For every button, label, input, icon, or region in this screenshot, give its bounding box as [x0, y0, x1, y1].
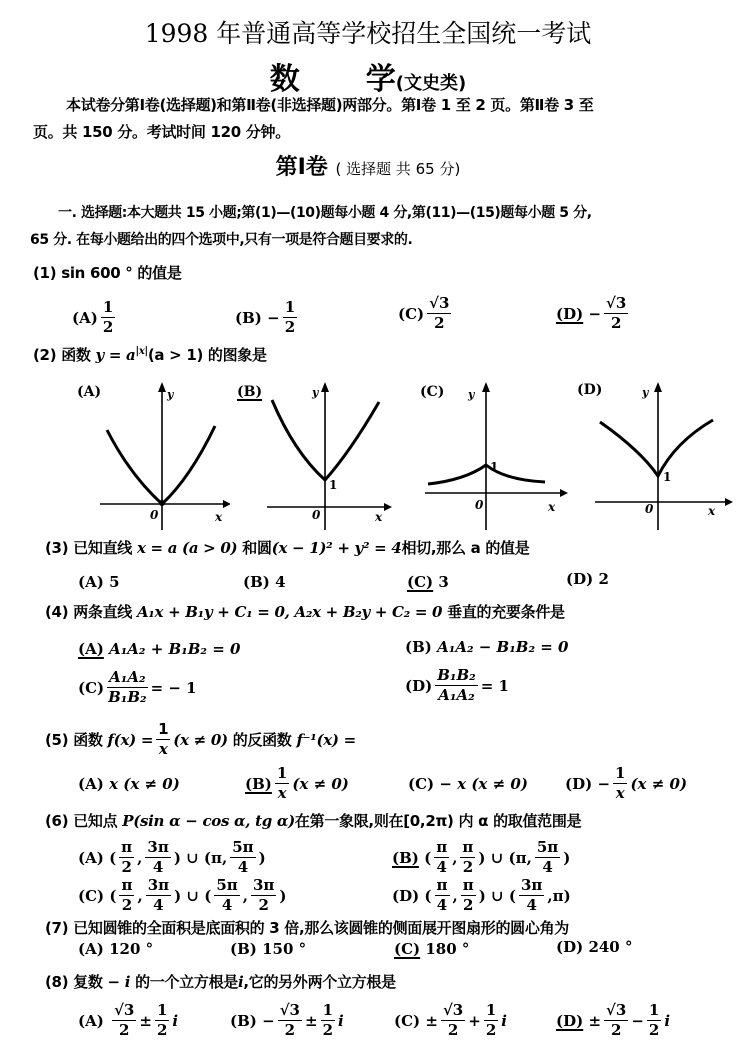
q1-option-c[interactable]: [398, 296, 454, 331]
q1-option-b[interactable]: (B) − $\frac{1}{2}$: [235, 298, 296, 336]
option-label-marked: (D): [556, 304, 584, 323]
q6-option-d[interactable]: (D) ( $\frac{\pi}{4}$ , $\frac{\pi}{2}$ ) ∪ ( $\frac{3\pi}{4}$ , π ): [392, 876, 571, 914]
fraction: $\frac{\text{B₁B₂}}{\text{A₁A₂}}$: [437, 666, 476, 704]
y-axis-label: y: [167, 388, 174, 401]
y-axis-label: y: [468, 388, 475, 401]
fraction: $\frac{1}{x}$: [158, 720, 169, 758]
q5-option-c[interactable]: (C) − x (x ≠ 0): [408, 775, 528, 793]
section-instruction-1: 一. 选择题:本大题共 15 小题;第(1)—(10)题每小题 4 分,第(11)—(15)题每小题 5 分,: [58, 205, 592, 221]
q6-option-c[interactable]: (C) ( $\frac{\pi}{2}$ , $\frac{3\pi}{4}$ ) ∪ ( $\frac{5\pi}{4}$ , $\frac{3\pi}{2}$ ): [78, 876, 287, 914]
origin-label: 0: [645, 502, 654, 516]
question-1-stem: [33, 262, 182, 283]
q5-option-b[interactable]: (B) $\frac{1}{x}$ (x ≠ 0): [245, 764, 349, 802]
q8-option-c[interactable]: (C) ± $\frac{√3}{2}$ + $\frac{1}{2}$ i: [394, 1001, 507, 1039]
q1-option-d[interactable]: (D) − $\frac{√3}{2}$: [556, 294, 627, 332]
q2-graph-a[interactable]: [75, 380, 230, 530]
option-label-marked: (C): [394, 940, 421, 958]
option-label-marked: (C): [407, 573, 434, 591]
fraction: $\frac{1}{x}$: [276, 764, 288, 802]
fraction: $\frac{√3}{2}$: [606, 294, 627, 332]
question-7-stem: (7) 已知圆锥的全面积是底面积的 3 倍,那么该圆锥的侧面展开图扇形的圆心角为: [45, 919, 569, 937]
q8-option-b[interactable]: (B) − $\frac{√3}{2}$ ± $\frac{1}{2}$ i: [230, 1001, 344, 1039]
option-label-marked: (B): [245, 774, 272, 793]
option-label: (B): [235, 308, 262, 327]
subject-char-1: 数: [269, 62, 300, 97]
subject-char-2: 学: [365, 62, 396, 97]
fraction: $\frac{√3}{2}$: [429, 294, 450, 332]
intro-line-1: 本试卷分第Ⅰ卷(选择题)和第Ⅱ卷(非选择题)两部分。第Ⅰ卷 1 至 2 页。第Ⅱ卷 3 至: [66, 96, 594, 114]
q2-graph-d[interactable]: [575, 380, 735, 530]
graph-label-marked: (B): [237, 384, 263, 400]
q8-option-d[interactable]: (D) ± $\frac{√3}{2}$ − $\frac{1}{2}$ i: [556, 1001, 671, 1039]
q5-option-a[interactable]: (A) x (x ≠ 0): [78, 775, 180, 793]
question-2-stem: (2) 函数 $y = a^{|x|}(a > 1)$ 的图象是: [33, 346, 267, 364]
q2-graph-c[interactable]: [420, 380, 570, 530]
q7-option-b[interactable]: (B) 150 °: [230, 940, 307, 958]
q6-option-b[interactable]: (B) ( $\frac{\pi}{4}$ , $\frac{\pi}{2}$ ) ∪ ( π , $\frac{5\pi}{4}$ ): [392, 838, 571, 876]
q5-option-d[interactable]: (D) − $\frac{1}{x}$ (x ≠ 0): [565, 764, 688, 802]
volume-title: 第Ⅰ卷: [275, 155, 328, 180]
subject-type: (文史类): [395, 73, 467, 94]
q3-option-d[interactable]: (D) 2: [566, 570, 609, 588]
origin-label: 0: [475, 498, 484, 512]
intercept-label: 1: [329, 478, 338, 492]
exam-title: 1998 年普通高等学校招生全国统一考试: [144, 19, 592, 48]
graph-label: (A): [77, 384, 102, 400]
option-label-marked: (A): [78, 640, 104, 658]
x-axis-label: x: [375, 510, 383, 524]
q8-option-a[interactable]: (A) $\frac{√3}{2}$ ± $\frac{1}{2}$ i: [78, 1001, 179, 1039]
question-5-stem: (5) 函数 f(x) = $\frac{1}{x}$ (x ≠ 0) 的反函数 f⁻¹(x) =: [45, 720, 356, 758]
q4-option-b[interactable]: (B) A₁A₂ − B₁B₂ = 0: [405, 638, 569, 656]
fraction: $\frac{1}{2}$: [102, 298, 114, 336]
graph-label: (D): [577, 382, 603, 398]
intro-line-2: 页。共 150 分。考试时间 120 分钟。: [33, 123, 290, 141]
x-axis-label: x: [548, 500, 556, 514]
intercept-label: 1: [663, 470, 672, 484]
q2-graph-b[interactable]: [232, 380, 392, 530]
option-label-marked: (B): [392, 848, 419, 867]
volume-heading: [0, 150, 736, 181]
question-text: sin 600 ° 的值是: [61, 264, 182, 282]
fraction: $\frac{\text{A₁A₂}}{\text{B₁B₂}}$: [108, 668, 147, 706]
question-number: (1): [33, 264, 57, 282]
section-instruction-2: 65 分. 在每小题给出的四个选项中,只有一项是符合题目要求的.: [30, 232, 413, 248]
y-axis-label: y: [642, 386, 649, 399]
fraction: $\frac{1}{2}$: [284, 298, 296, 336]
option-label-marked: (D): [556, 1011, 584, 1030]
q6-option-a[interactable]: (A) ( $\frac{\pi}{2}$ , $\frac{3\pi}{4}$ ) ∪ ( π , $\frac{5\pi}{4}$ ): [78, 838, 266, 876]
q3-option-c[interactable]: (C) 3: [407, 573, 449, 591]
fraction: $\frac{1}{x}$: [615, 764, 626, 802]
q4-option-c[interactable]: (C) $\frac{\text{A₁A₂}}{\text{B₁B₂}}$ = − 1: [78, 668, 197, 706]
intercept-label: 1: [490, 460, 499, 474]
graph-label: (C): [420, 384, 445, 400]
q3-option-a[interactable]: (A) 5: [78, 573, 120, 591]
y-axis-label: y: [312, 386, 319, 399]
q7-option-a[interactable]: (A) 120 °: [78, 940, 154, 958]
q1-option-a[interactable]: [72, 300, 118, 335]
question-8-stem: (8) 复数 − i 的一个立方根是i,它的另外两个立方根是: [45, 973, 396, 991]
question-3-stem: (3) 已知直线 x = a (a > 0) 和圆(x − 1)² + y² = 4相切,那么 a 的值是: [45, 539, 530, 557]
q4-option-d[interactable]: (D) $\frac{\text{B₁B₂}}{\text{A₁A₂}}$ = 1: [405, 666, 509, 704]
origin-label: 0: [150, 508, 159, 522]
q7-option-c[interactable]: (C) 180 °: [394, 940, 470, 958]
q7-option-d[interactable]: (D) 240 °: [556, 938, 633, 956]
question-4-stem: (4) 两条直线 A₁x + B₁y + C₁ = 0, A₂x + B₂y + C₂ = 0 垂直的充要条件是: [45, 603, 565, 621]
option-label: (C): [398, 304, 425, 323]
option-label: (A): [72, 308, 98, 327]
x-axis-label: x: [708, 504, 716, 518]
question-6-stem: (6) 已知点 P(sin α − cos α, tg α)在第一象限,则在[0,2π) 内 α 的取值范围是: [45, 812, 582, 830]
volume-note: ( 选择题 共 65 分): [335, 160, 461, 178]
q3-option-b[interactable]: (B) 4: [243, 573, 286, 591]
q4-option-a[interactable]: (A) A₁A₂ + B₁B₂ = 0: [78, 640, 241, 658]
subject-heading: [0, 54, 736, 98]
origin-label: 0: [312, 508, 321, 522]
x-axis-label: x: [215, 510, 223, 524]
